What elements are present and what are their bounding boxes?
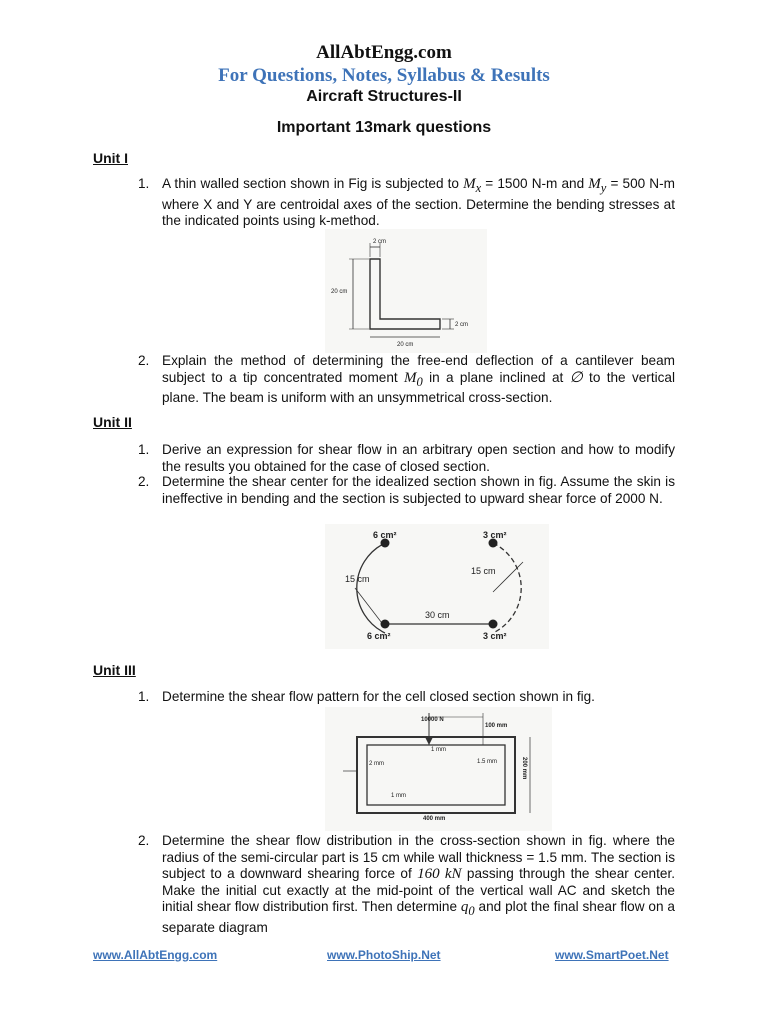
shear-flow-q0: $q_0$ — [460, 899, 475, 919]
unit-3-question-2 — [138, 833, 675, 937]
question-text: Determine the shear flow pattern for the cell closed section shown in fig. — [162, 689, 595, 704]
question-number: 2. — [138, 474, 150, 489]
question-text: Determine the shear center for the idealized section shown in fig. Assume the skin is ineffective in bending and the section is subjected to upward shear force of 2000 N. — [162, 474, 675, 506]
cell-height: 200 mm — [521, 757, 527, 780]
span-length: 30 cm — [425, 610, 450, 620]
unit-2-question-2 — [138, 474, 675, 507]
footer-link-photoship[interactable]: www.PhotoShip.Net — [327, 948, 441, 962]
moment-mx: $M_x$ — [463, 176, 482, 195]
unit-2-heading: Unit II — [93, 414, 132, 430]
thickness-bottom: 1 mm — [391, 793, 406, 799]
question-number: 1. — [138, 442, 150, 457]
label-height: 20 cm — [331, 289, 348, 295]
radius-left: 15 cm — [345, 574, 370, 584]
footer-link-smartpoet[interactable]: www.SmartPoet.Net — [555, 948, 669, 962]
area-top-left: 6 cm² — [373, 530, 397, 540]
question-number: 2. — [138, 833, 150, 848]
unit-1-question-1 — [138, 176, 675, 230]
figure-idealized-section — [325, 524, 549, 649]
thickness-top: 1 mm — [431, 747, 446, 753]
unit-3-question-1 — [138, 689, 675, 706]
unit-2-question-1 — [138, 442, 675, 475]
thickness-left: 2 mm — [369, 761, 384, 767]
area-bottom-right: 3 cm² — [483, 631, 507, 641]
document-heading: Important 13mark questions — [276, 119, 492, 136]
question-text: A thin walled section shown in Fig is subjected to $M_x = 1500$ N-m and $M_y = 500$ N-m where X and Y are centroidal axes of the section. Determine the bending stresses at the indicated points using k-method. — [162, 176, 675, 229]
angle-phi: ∅ — [569, 369, 583, 386]
question-number: 1. — [138, 176, 150, 191]
area-bottom-left: 6 cm² — [367, 631, 391, 641]
label-top-thickness: 2 cm — [373, 239, 387, 245]
shear-force: 160 kN — [417, 866, 462, 883]
course-title: Aircraft Structures-II — [306, 88, 462, 105]
thickness-right: 1.5 mm — [477, 759, 498, 765]
moment-my: $M_y$ — [588, 176, 607, 195]
site-tagline: For Questions, Notes, Syllabus & Results — [218, 65, 550, 86]
figure-l-section — [325, 229, 487, 353]
unit-1-question-2 — [138, 353, 675, 407]
footer-link-allabtengg[interactable]: www.AllAbtEngg.com — [93, 948, 218, 962]
site-title: AllAbtEngg.com — [316, 42, 452, 63]
load-offset: 100 mm — [485, 723, 508, 729]
question-number: 2. — [138, 353, 150, 368]
question-text: Explain the method of determining the free-end deflection of a cantilever beam subject to a tip concentrated moment $M_0$ in a plane inclined at ∅ to the vertical plane. The beam is uniform with an unsymmetrical cross-section. — [162, 353, 675, 406]
label-width: 20 cm — [397, 342, 414, 348]
question-text: Derive an expression for shear flow in an arbitrary open section and how to modify the results you obtained for the case of closed section. — [162, 442, 675, 474]
label-flange-thickness: 2 cm — [455, 322, 469, 328]
unit-1-heading: Unit I — [93, 150, 128, 166]
unit-3-heading: Unit III — [93, 662, 136, 678]
radius-right: 15 cm — [471, 566, 496, 576]
area-top-right: 3 cm² — [483, 530, 507, 540]
question-text: Determine the shear flow distribution in the cross-section shown in fig. where the radius of the semi-circular part is 15 cm while wall thickness = 1.5 mm. The section is subject to a downward shearing force of 160 kN passing through the shear center. Make the initial cut exactly at the mid-point of the vertical wall AC and sketch the initial shear flow distribution first. Then determine $q_0$ and plot the final shear flow on a separate diagram — [162, 833, 675, 935]
figure-closed-cell — [325, 707, 552, 831]
moment-m0: $M_0$ — [404, 369, 423, 389]
cell-width: 400 mm — [423, 816, 446, 822]
load-value: 10000 N — [421, 717, 444, 723]
question-number: 1. — [138, 689, 150, 704]
